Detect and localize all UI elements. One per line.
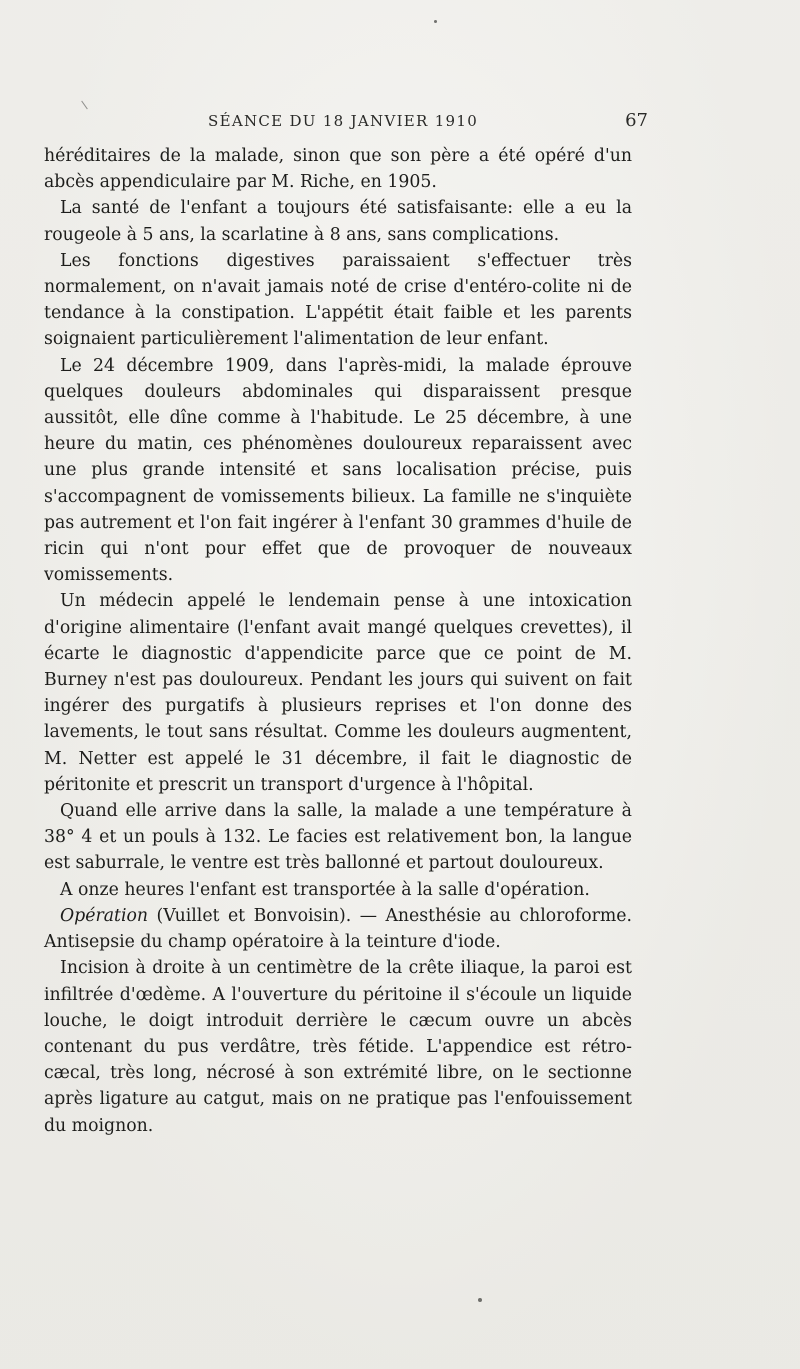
paragraph: Incision à droite à un centimètre de la crête iliaque, la paroi est infiltrée d'œdème. A l'ouverture du péritoine il s'écoule un liquide louche, le doigt introduit derrière le cæcum ouvre un abcès contenant du pus verdâtre, très fétide. L'appendice est rétro-cæcal, très long, nécrosé à son extrémité libre, on le sectionne après ligature au catgut, mais on ne pratique pas l'enfouissement du moignon. xyxy=(44,958,632,1136)
body-text xyxy=(44,143,632,1139)
paragraph: Le 24 décembre 1909, dans l'après-midi, la malade éprouve quelques douleurs abdominales qui disparaissent presque aussitôt, elle dîne comme à l'habitude. Le 25 décembre, à une heure du matin, ces phénomènes douloureux reparaissent avec une plus grande intensité et sans localisation précise, puis s'accompagnent de vomissements bilieux. La famille ne s'inquiète pas autrement et l'on fait ingérer à l'enfant 30 grammes d'huile de ricin qui n'ont pour effet que de provoquer de nouveaux vomissements. xyxy=(44,355,632,586)
paragraph: héréditaires de la malade, sinon que son père a été opéré d'un abcès appendiculaire par M. Riche, en 1905. xyxy=(44,146,632,193)
speck-mark xyxy=(81,101,88,110)
paragraph: La santé de l'enfant a toujours été satisfaisante: elle a eu la rougeole à 5 ans, la scarlatine à 8 ans, sans complications. xyxy=(44,198,632,245)
page-number: 67 xyxy=(625,110,648,131)
paragraph: Quand elle arrive dans la salle, la malade a une température à 38° 4 et un pouls à 132. Le facies est relativement bon, la langue est saburrale, le ventre est très ballonné et partout douloureux. xyxy=(44,801,632,874)
operation-label: Opération xyxy=(60,905,149,926)
speck-mark xyxy=(434,20,437,23)
running-title: SÉANCE DU 18 JANVIER 1910 xyxy=(208,112,479,130)
paragraph: Un médecin appelé le lendemain pense à une intoxication d'origine alimentaire (l'enfant avait mangé quelques crevettes), il écarte le diagnostic d'appendicite parce que ce point de M. Burney n'est pas douloureux. Pendant les jours qui suivent on fait ingérer des purgatifs à plusieurs reprises et l'on donne des lavements, le tout sans résultat. Comme les douleurs augmentent, M. Netter est appelé le 31 décembre, il fait le diagnostic de péritonite et prescrit un transport d'urgence à l'hôpital. xyxy=(44,591,632,795)
operation-text: (Vuillet et Bonvoisin). — Anesthésie au chloroforme. Antisepsie du champ opératoire à la teinture d'iode. xyxy=(44,905,632,953)
page-header xyxy=(0,112,800,140)
speck-mark xyxy=(478,1298,482,1302)
paragraph: Les fonctions digestives paraissaient s'effectuer très normalement, on n'avait jamais noté de crise d'entéro-colite ni de tendance à la constipation. L'appétit était faible et les parents soignaient particulièrement l'alimentation de leur enfant. xyxy=(44,250,632,350)
paragraph: A onze heures l'enfant est transportée à la salle d'opération. xyxy=(60,879,590,900)
paragraph-operation xyxy=(44,903,632,955)
